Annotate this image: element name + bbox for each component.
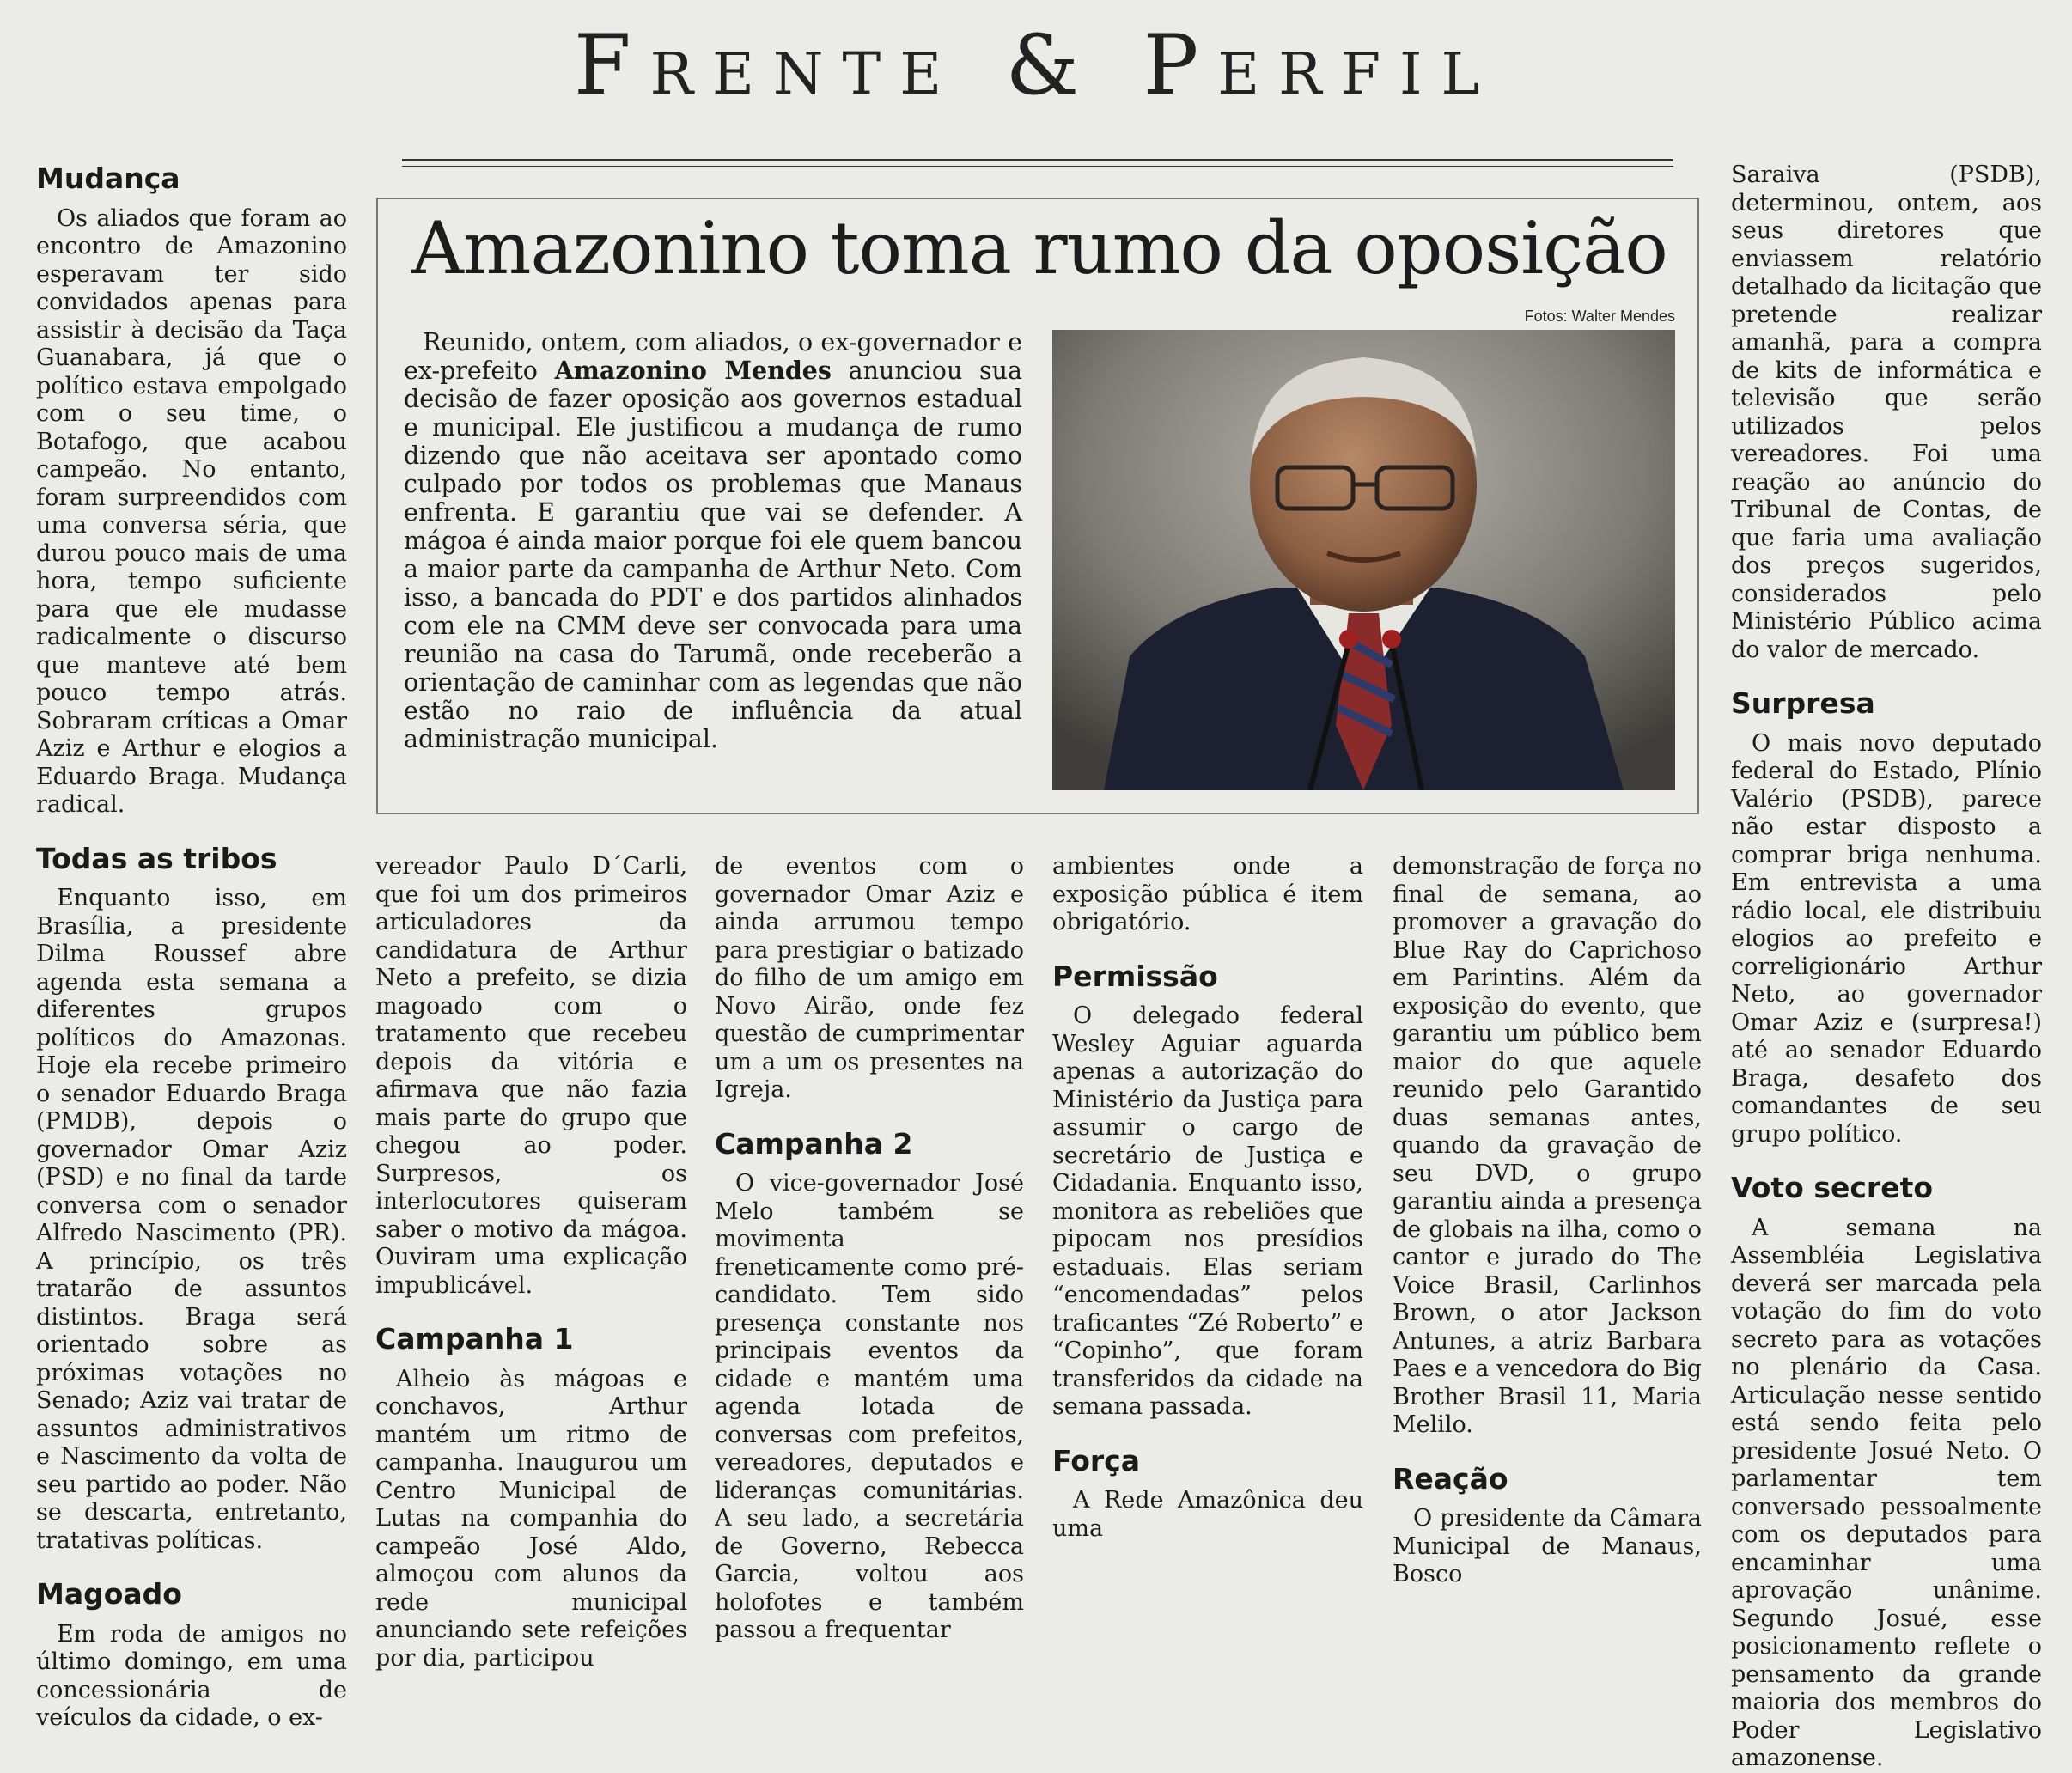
masthead-rule-thin <box>402 166 1673 167</box>
photo-credit: Fotos: Walter Mendes <box>1524 308 1675 325</box>
column-1 <box>36 161 347 1733</box>
paragraph: O vice-governador José Melo também se movimenta freneticamente como pré-candidato. Tem sido presença constante nos principais eventos da cidade e mantém uma agenda lotada de conversas com prefeitos, vereadores, deputados e lideranças comunitárias. A seu lado, a secretária de Governo, Rebecca Garcia, voltou aos holofotes e também passou a frequentar <box>715 1170 1024 1643</box>
paragraph: Alheio às mágoas e conchavos, Arthur mantém um ritmo de campanha. Inaugurou um Centro Municipal de Lutas na companhia do campeão José Aldo, almoçou com alunos da rede municipal anunciando sete refeições por dia, participou <box>375 1365 687 1672</box>
paragraph: A semana na Assembléia Legislativa deverá ser marcada pela votação do fim do voto secreto para as votações no plenário da Casa. Articulação nesse sentido está sendo feita pelo presidente Josué Neto. O parlamentar tem conversado pessoalmente com os deputados para encaminhar uma aprovação unânime. Segundo Josué, esse posicionamento reflete o pensamento da grande maioria dos membros do Poder Legislativo amazonense. <box>1731 1214 2042 1771</box>
subhead-reacao: Reação <box>1393 1461 1508 1496</box>
column-3 <box>715 853 1024 1645</box>
portrait-photo <box>1052 330 1675 790</box>
subhead-permissao: Permissão <box>1052 959 1218 993</box>
paragraph: vereador Paulo D´Carli, que foi um dos primeiros articuladores da candidatura de Arthur Neto a prefeito, se dizia magoado com o tratamento que recebeu depois da vitória e afirmava que não fazia mais parte do grupo que chegou ao poder. Surpresos, os interlocutores quiseram saber o motivo da mágoa. Ouviram uma explicação impublicável. <box>375 853 687 1299</box>
subhead-voto-secreto: Voto secreto <box>1731 1171 1934 1204</box>
subhead-magoado: Magoado <box>36 1577 182 1611</box>
column-4 <box>1052 853 1363 1543</box>
masthead-rule-thick <box>402 159 1673 161</box>
subhead-campanha-2: Campanha 2 <box>715 1126 913 1161</box>
subhead-campanha-1: Campanha 1 <box>375 1322 574 1356</box>
paragraph: demonstração de força no final de semana, ao promover a gravação do Blue Ray do Caprichoso em Parintins. Além da exposição do evento, que garantiu um público bem maior do que aquele reunido pelo Garantido duas semanas antes, quando da gravação de seu DVD, o grupo garantiu ainda a presença de globais na ilha, como o cantor e jurado do The Voice Brasil, Carlinhos Brown, o ator Jackson Antunes, a atriz Barbara Paes e a vencedora do Big Brother Brasil 11, Maria Melilo. <box>1393 853 1702 1438</box>
paragraph: Em roda de amigos no último domingo, em uma concessionária de veículos da cidade, o ex- <box>36 1620 347 1731</box>
paragraph: O presidente da Câmara Municipal de Manaus, Bosco <box>1393 1505 1702 1587</box>
lead-headline: Amazonino toma rumo da oposição <box>411 206 1667 290</box>
paragraph: Os aliados que foram ao encontro de Amazonino esperavam ter sido convidados apenas para assistir à decisão da Taça Guanabara, já que o político estava empolgado com o seu time, o Botafogo, que acabou campeão. No entanto, foram surpreendidos com uma conversa séria, que durou pouco mais de uma hora, tempo suficiente para que ele mudasse radicalmente o discurso que manteve até bem pouco tempo atrás. Sobraram críticas a Omar Aziz e Arthur e elogios a Eduardo Braga. Mudança radical. <box>36 204 347 818</box>
paragraph: de eventos com o governador Omar Aziz e ainda arrumou tempo para prestigiar o batizado do filho de um amigo em Novo Airão, onde fez questão de cumprimentar um a um os presentes na Igreja. <box>715 853 1024 1103</box>
lead-text-name: Amazonino Mendes <box>554 356 832 385</box>
section-masthead: Frente & Perfil <box>573 17 1499 113</box>
column-5 <box>1393 853 1702 1589</box>
column-6 <box>1731 161 2042 1773</box>
paragraph: O delegado federal Wesley Aguiar aguarda apenas a autorização do Ministério da Justiça para assumir o cargo de secretário de Justiça e Cidadania. Enquanto isso, monitora as rebeliões que pipocam nos presídios estaduais. Elas seriam “encomendadas” pelos traficantes “Zé Roberto” e “Copinho”, que foram transferidos da cidade na semana passada. <box>1052 1002 1363 1420</box>
paragraph: Enquanto isso, em Brasília, a presidente Dilma Roussef abre agenda esta semana a diferentes grupos políticos do Amazonas. Hoje ela recebe primeiro o senador Eduardo Braga (PMDB), depois o governador Omar Aziz (PSD) e no final da tarde conversa com o senador Alfredo Nascimento (PR). A princípio, os três tratarão de assuntos distintos. Braga será orientado sobre as próximas votações no Senado; Aziz vai tratar de assuntos administrativos e Nascimento da volta de seu partido ao poder. Não se descarta, entretanto, tratativas políticas. <box>36 885 347 1554</box>
lead-paragraph <box>404 328 1022 753</box>
paragraph: A Rede Amazônica deu uma <box>1052 1487 1363 1542</box>
lead-text-start: Reunido, ontem, com aliados, o ex-governador e ex-prefeito <box>404 328 1022 385</box>
paragraph: O mais novo deputado federal do Estado, Plínio Valério (PSDB), parece não estar disposto a comprar briga nenhuma. Em entrevista a uma rádio local, ele distribuiu elogios ao prefeito e correligionário Arthur Neto, ao governador Omar Aziz e (surpresa!) até ao senador Eduardo Braga, desafeto dos comandantes de seu grupo político. <box>1731 729 2042 1148</box>
subhead-forca: Força <box>1052 1443 1140 1478</box>
paragraph: ambientes onde a exposição pública é item obrigatório. <box>1052 853 1363 935</box>
paragraph: Saraiva (PSDB), determinou, ontem, aos seus diretores que enviassem relatório detalhado da licitação que pretende realizar amanhã, para a compra de kits de informática e televisão que serão utilizados pelos vereadores. Foi uma reação ao anúncio do Tribunal de Contas, de que faria uma avaliação dos preços sugeridos, considerados pelo Ministério Público acima do valor de mercado. <box>1731 161 2042 663</box>
subhead-mudanca: Mudança <box>36 161 180 195</box>
subhead-todas-as-tribos: Todas as tribos <box>36 841 277 875</box>
lead-text-rest: anunciou sua decisão de fazer oposição aos governos estadual e municipal. Ele justificou a mudança de rumo dizendo que não aceitava ser apontado como culpado por todos os problemas que Manaus enfrenta. E garantiu que vai se defender. A mágoa é ainda maior porque foi ele quem bancou a maior parte da campanha de Arthur Neto. Com isso, a bancada do PDT e dos partidos alinhados com ele na CMM deve ser convocada para uma reunião na casa do Tarumã, onde receberão a orientação de caminhar com as legendas que não estão no raio de influência da atual administração municipal. <box>404 356 1022 753</box>
portrait-illustration <box>1052 330 1675 790</box>
subhead-surpresa: Surpresa <box>1731 686 1875 720</box>
column-2 <box>375 853 687 1672</box>
